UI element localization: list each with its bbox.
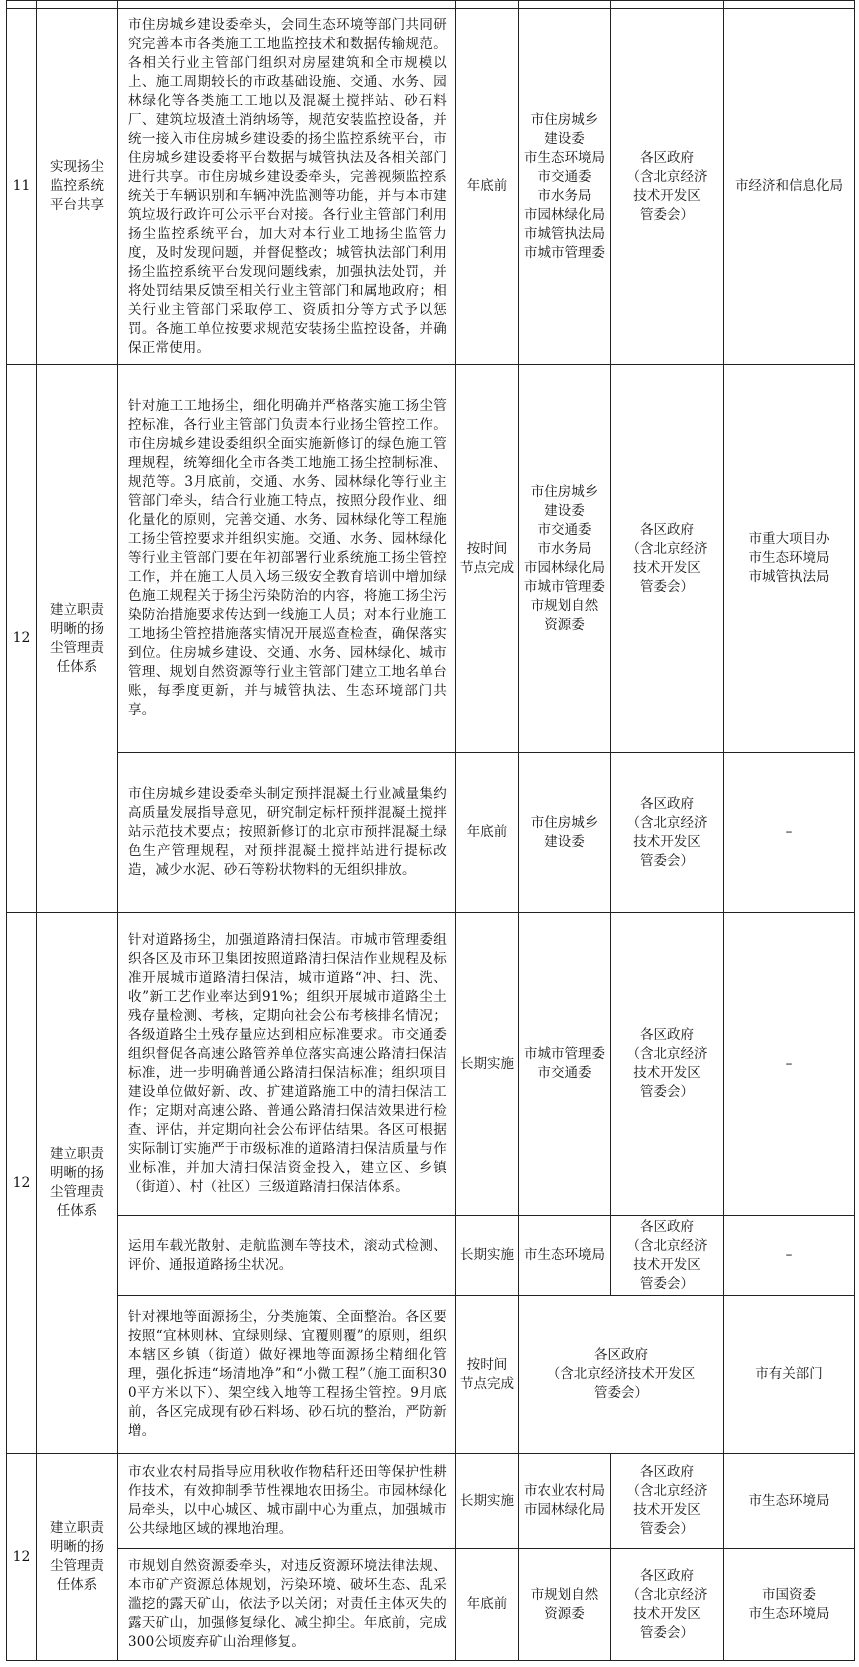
cooperating-units: – (724, 1216, 855, 1296)
cooperating-units: – (724, 913, 855, 1216)
responsible-units: 各区政府 （含北京经济 技术开发区 管委会） (611, 365, 724, 753)
task-name: 实现扬尘 监控系统 平台共享 (37, 9, 118, 365)
completion-time: 年底前 (456, 1549, 519, 1661)
lead-units: 市住房城乡 建设委 市生态环境局 市交通委 市水务局 市园林绿化局 市城管执法局 市城市管理委 (519, 9, 611, 365)
row-number: 11 (7, 9, 37, 365)
task-table (6, 0, 855, 1661)
task-content: 市农业农村局指导应用秋收作物秸秆还田等保护性耕作技术，有效抑制季节性裸地农田扬尘。市园林绿化局牵头，以中心城区、城市副中心为重点，加强城市公共绿地区域的裸地治理。 (118, 1454, 456, 1549)
cooperating-units: – (724, 753, 855, 913)
cooperating-units: 市国资委 市生态环境局 (724, 1549, 855, 1661)
cooperating-units: 市经济和信息化局 (724, 9, 855, 365)
completion-time: 按时间 节点完成 (456, 365, 519, 753)
table-row (7, 1, 855, 9)
responsible-units: 各区政府 （含北京经济 技术开发区 管委会） (611, 1216, 724, 1296)
task-content: 针对施工工地扬尘，细化明确并严格落实施工扬尘管控标准，各行业主管部门负责本行业扬尘管控工作。市住房城乡建设委组织全面实施新修订的绿色施工管理规程，统筹细化全市各类工地施工扬尘控制标准、规范等。3月底前，交通、水务、园林绿化等行业主管部门牵头，结合行业施工特点，按照分段作业、细化量化的原则，完善交通、水务、园林绿化等工程施工扬尘管控要求并组织实施。交通、水务、园林绿化等行业主管部门要在年初部署行业系统施工扬尘管控工作，并在施工人员入场三级安全教育培训中增加绿色施工规程关于扬尘污染防治的内容，将施工扬尘污染防治措施要求传达到一线施工人员；对本行业施工工地扬尘管控措施落实情况开展巡查检查，确保落实到位。住房城乡建设、交通、水务、园林绿化、城市管理、规划自然资源等行业主管部门建立工地名单台账，每季度更新，并与城管执法、生态环境部门共享。 (118, 365, 456, 753)
task-name: 建立职责 明晰的扬 尘管理责 任体系 (37, 913, 118, 1454)
responsible-units: 各区政府 （含北京经济 技术开发区 管委会） (611, 1549, 724, 1661)
row-number: 12 (7, 1454, 37, 1661)
completion-time: 长期实施 (456, 1454, 519, 1549)
task-content: 市住房城乡建设委牵头制定预拌混凝土行业减量集约高质量发展指导意见，研究制定标杆预拌混凝土搅拌站示范技术要点；按照新修订的北京市预拌混凝土绿色生产管理规程，对预拌混凝土搅拌站进行提标改造，减少水泥、砂石等粉状物料的无组织排放。 (118, 753, 456, 913)
lead-units: 市城市管理委 市交通委 (519, 913, 611, 1216)
table-row (7, 753, 855, 913)
task-content: 针对道路扬尘，加强道路清扫保洁。市城市管理委组织各区及市环卫集团按照道路清扫保洁作业规程及标准开展城市道路清扫保洁，城市道路“冲、扫、洗、收”新工艺作业率达到91%；组织开展城市道路尘土残存量检测、考核，定期向社会公布考核排名情况；各级道路尘土残存量应达到相应标准要求。市交通委组织督促各高速公路管养单位落实高速公路清扫保洁标准，进一步明确普通公路清扫保洁标准；组织项目建设单位做好新、改、扩建道路施工中的清扫保洁工作；定期对高速公路、普通公路清扫保洁效果进行检查、评估，并定期向社会公布评估结果。各区可根据实际制订实施严于市级标准的道路清扫保洁质量与作业标准，并加大清扫保洁资金投入，建立区、乡镇（街道）、村（社区）三级道路清扫保洁体系。 (118, 913, 456, 1216)
merged-units: 各区政府 （含北京经济技术开发区 管委会） (519, 1296, 724, 1454)
task-name: 建立职责 明晰的扬 尘管理责 任体系 (37, 365, 118, 913)
responsible-units: 各区政府 （含北京经济 技术开发区 管委会） (611, 1454, 724, 1549)
cooperating-units: 市生态环境局 (724, 1454, 855, 1549)
lead-units: 市生态环境局 (519, 1216, 611, 1296)
task-content: 市住房城乡建设委牵头，会同生态环境等部门共同研究完善本市各类施工工地监控技术和数据传输规范。各相关行业主管部门组织对房屋建筑和全市规模以上、施工周期较长的市政基础设施、交通、水务、园林绿化等各类施工工地以及混凝土搅拌站、砂石料厂、建筑垃圾渣土消纳场等，规范安装监控设备，并统一接入市住房城乡建设委的扬尘监控系统平台，市住房城乡建设委将平台数据与城管执法及各相关部门进行共享。市住房城乡建设委牵头，完善视频监控系统关于车辆识别和车辆冲洗监测等功能，并与本市建筑垃圾行政许可公示平台对接。各行业主管部门利用扬尘监控系统平台，加大对本行业工地扬尘监管力度，及时发现问题，并督促整改；城管执法部门利用扬尘监控系统平台发现问题线索，加强执法处罚，并将处罚结果反馈至相关行业主管部门和属地政府；相关行业主管部门采取停工、资质扣分等方式予以惩罚。各施工单位按要求规范安装扬尘监控设备，并确保正常使用。 (118, 9, 456, 365)
lead-units: 市农业农村局 市园林绿化局 (519, 1454, 611, 1549)
completion-time: 年底前 (456, 9, 519, 365)
table-row (7, 1454, 855, 1549)
task-content: 针对裸地等面源扬尘，分类施策、全面整治。各区要按照“宜林则林、宜绿则绿、宜覆则覆”的原则，组织本辖区乡镇（街道）做好裸地等面源扬尘精细化管理，强化拆违“场清地净”和“小微工程”（施工面积300平方米以下）、架空线入地等工程扬尘管控。9月底前，各区完成现有砂石料场、砂石坑的整治，严防新增。 (118, 1296, 456, 1454)
responsible-units: 各区政府 （含北京经济 技术开发区 管委会） (611, 913, 724, 1216)
row-number: 12 (7, 365, 37, 913)
cooperating-units: 市重大项目办 市生态环境局 市城管执法局 (724, 365, 855, 753)
table-row (7, 365, 855, 753)
completion-time: 长期实施 (456, 1216, 519, 1296)
completion-time: 长期实施 (456, 913, 519, 1216)
lead-units: 市住房城乡 建设委 市交通委 市水务局 市园林绿化局 市城市管理委 市规划自然 资源委 (519, 365, 611, 753)
task-content: 运用车载光散射、走航监测车等技术，滚动式检测、评价、通报道路扬尘状况。 (118, 1216, 456, 1296)
completion-time: 按时间 节点完成 (456, 1296, 519, 1454)
responsible-units: 各区政府 （含北京经济 技术开发区 管委会） (611, 753, 724, 913)
table-row (7, 9, 855, 365)
task-content: 市规划自然资源委牵头，对违反资源环境法律法规、本市矿产资源总体规划，污染环境、破坏生态、乱采滥挖的露天矿山，依法予以关闭；对责任主体灭失的露天矿山，加强修复绿化、减尘抑尘。年底前，完成300公顷废弃矿山治理修复。 (118, 1549, 456, 1661)
task-name: 建立职责 明晰的扬 尘管理责 任体系 (37, 1454, 118, 1661)
row-number: 12 (7, 913, 37, 1454)
table-row (7, 1549, 855, 1661)
lead-units: 市住房城乡 建设委 (519, 753, 611, 913)
responsible-units: 各区政府 （含北京经济 技术开发区 管委会） (611, 9, 724, 365)
table-row (7, 1296, 855, 1454)
lead-units: 市规划自然 资源委 (519, 1549, 611, 1661)
table-row (7, 913, 855, 1216)
cooperating-units: 市有关部门 (724, 1296, 855, 1454)
table-row (7, 1216, 855, 1296)
completion-time: 年底前 (456, 753, 519, 913)
